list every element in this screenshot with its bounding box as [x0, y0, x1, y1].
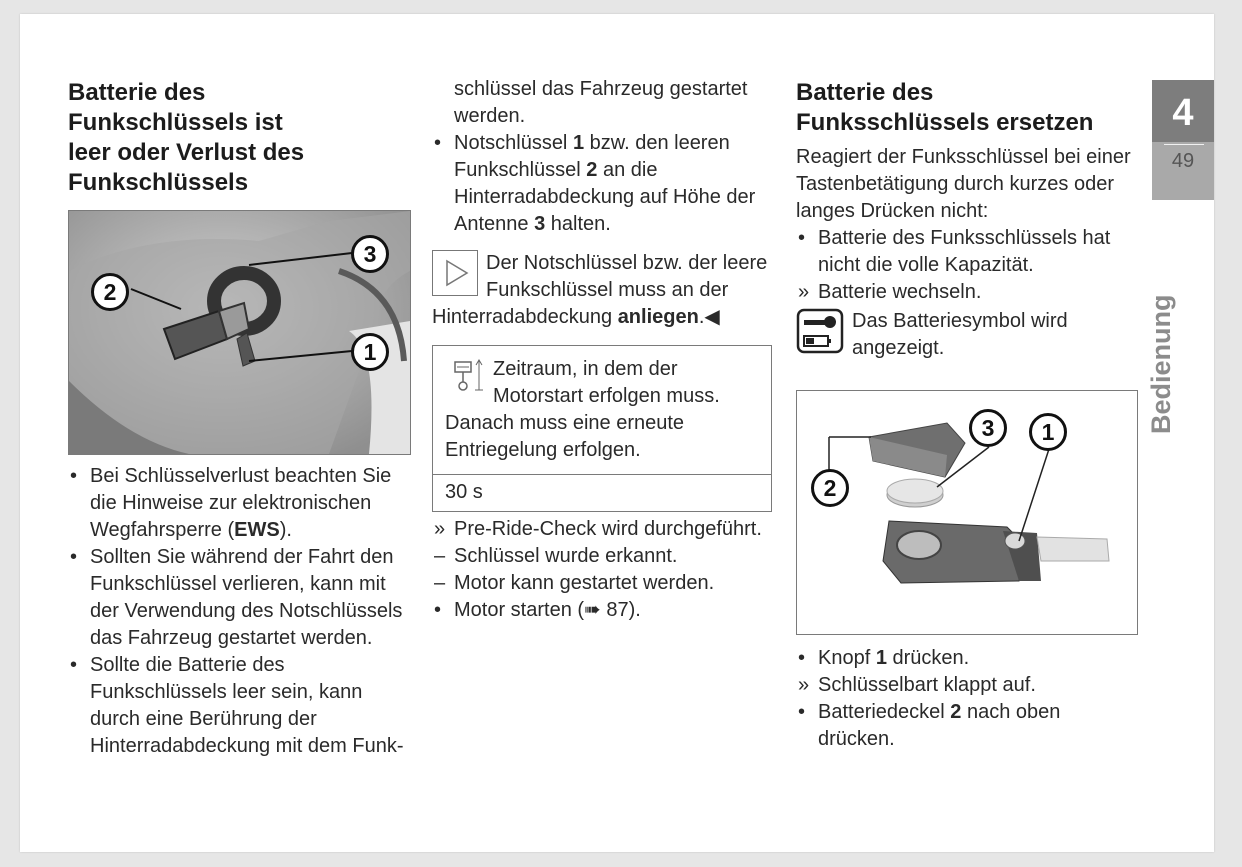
key-battery-icon [796, 308, 844, 354]
column-left [68, 78, 413, 760]
list-item: – Motor kann gestartet werden. [434, 572, 715, 594]
list-item: • Batterie des Funksschlüssels hat nicht die volle Kapazität. [798, 227, 1111, 276]
chapter-number: 4 [1172, 92, 1194, 134]
callout-2: 2 [91, 273, 129, 311]
spec-table [432, 345, 772, 512]
key-at-antenna-figure [68, 210, 411, 455]
spec-value: 30 s [433, 474, 771, 511]
page-number: 49 [1171, 150, 1195, 172]
list-item: • Bei Schlüsselverlust beachten Sie die Hinweise zur elektronischen Wegfahrsperre (EWS). [70, 465, 392, 541]
callout-3: 3 [351, 235, 389, 273]
list-item: • Knopf 1 drücken. [798, 647, 970, 669]
list-item: » Batterie wechseln. [798, 281, 982, 303]
note-block: Der Notschlüssel bzw. der leere Funkschlüssel muss an der Hinterradabdeckung anliegen.◀ [432, 252, 768, 328]
list-item: • Notschlüssel 1 bzw. den leeren Funkschlüssel 2 an die Hinterradabdeckung auf Höhe der Antenne 3 halten. [434, 132, 756, 235]
key-exploded-illustration [797, 391, 1137, 634]
column-middle [432, 76, 777, 624]
column-right [796, 78, 1136, 753]
condition-list [796, 225, 1136, 306]
list-item: • Sollte die Batterie des Funkschlüssels leer sein, kann durch eine Berührung der Hinterradabdeckung mit dem Funk- [70, 654, 404, 757]
result-list [432, 516, 777, 624]
hint-list [68, 463, 413, 760]
piston-timer-icon [445, 356, 489, 400]
list-item: • Motor starten (➠ 87). [434, 599, 641, 621]
list-item: • Sollten Sie während der Fahrt den Funkschlüssel verlieren, kann mit der Verwendung des Notschlüssels das Fahrzeug gestartet werden. [70, 546, 403, 649]
section-heading: Batterie des Funksschlüssels ersetzen [796, 79, 1094, 136]
list-item: » Schlüsselbart klappt auf. [798, 674, 1036, 696]
list-item: • Batteriedeckel 2 nach oben drücken. [798, 701, 1061, 750]
callout-1: 1 [1029, 413, 1067, 451]
manual-page [20, 14, 1214, 852]
list-item: » Pre-Ride-Check wird durchgeführt. [434, 518, 762, 540]
chapter-tab [1152, 80, 1214, 200]
spec-description: Zeitraum, in dem der Motorstart erfolgen muss. Danach muss eine erneute Entriegelung erfolgen. [445, 358, 720, 461]
callout-1: 1 [351, 333, 389, 371]
section-label: Bedienung [1146, 294, 1176, 434]
replace-steps [796, 645, 1136, 753]
intro-text: Reagiert der Funksschlüssel bei einer Tastenbetätigung durch kurzes oder langes Drücken nicht: [796, 146, 1131, 222]
instruction-list [432, 130, 777, 238]
callout-3: 3 [969, 409, 1007, 447]
section-heading: Batterie des Funkschlüssels ist leer oder Verlust des Funkschlüssels [68, 79, 305, 196]
battery-note: Das Batteriesymbol wird angezeigt. [796, 308, 1136, 362]
callout-2: 2 [811, 469, 849, 507]
key-battery-figure [796, 390, 1138, 635]
list-item: – Schlüssel wurde erkannt. [434, 545, 678, 567]
note-play-icon [432, 250, 478, 296]
continued-text: schlüssel das Fahrzeug gestartet werden. [454, 78, 748, 127]
